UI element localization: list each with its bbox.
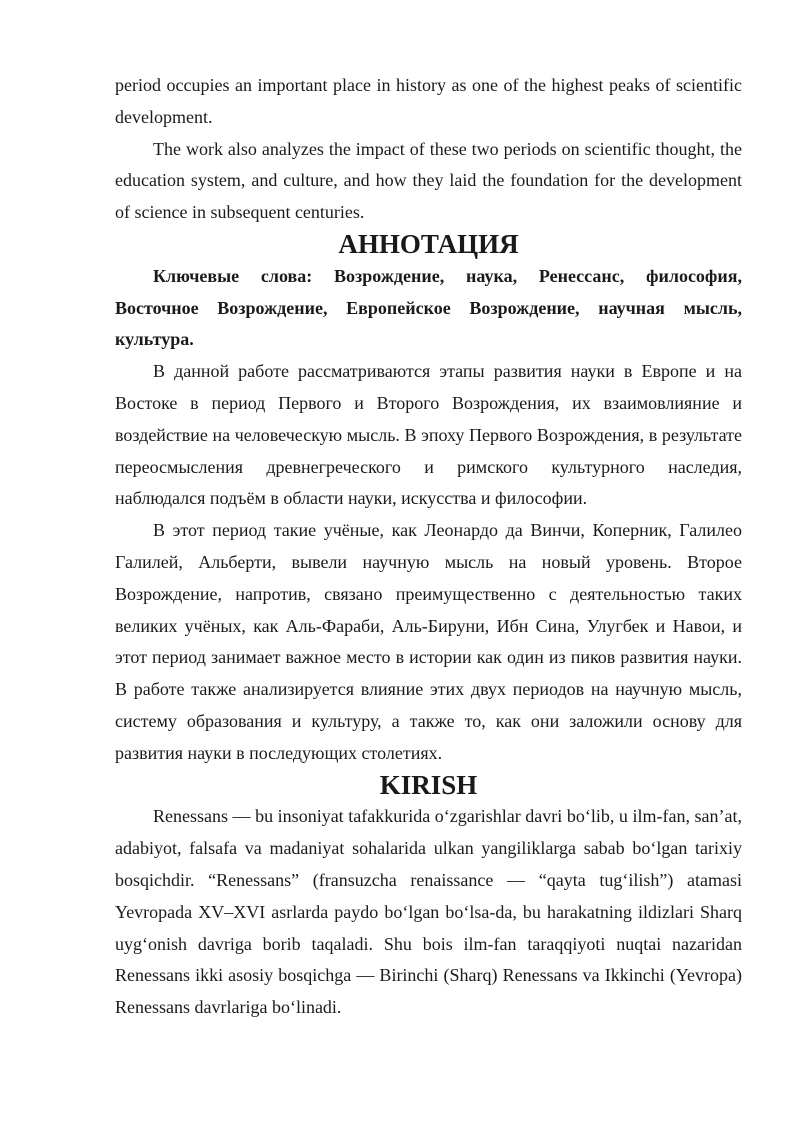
paragraph-en-continuation: period occupies an important place in history as one of the highest peaks of scientific development. — [115, 75, 742, 127]
kirish-heading: KIRISH — [379, 769, 478, 800]
annotation-paragraph-1: В данной работе рассматриваются этапы развития науки в Европе и на Востоке в период Первого и Второго Возрождения, их взаимовлияние и воздействие на человеческую мысль. В эпоху Первого Возрождения, в результате переосмысления древнегреческого и римского культурного наследия, наблюдался подъём в области науки, искусства и философии. — [115, 361, 742, 509]
paragraph-en-analysis: The work also analyzes the impact of these two periods on scientific thought, the education system, and culture, and how they laid the foundation for the development of science in subsequent centuries. — [115, 138, 742, 223]
annotation-keywords: Ключевые слова: Возрождение, наука, Ренессанс, философия, Восточное Возрождение, Европейское Возрождение, научная мысль, культура. — [115, 265, 742, 350]
kirish-paragraph-1: Renessans — bu insoniyat tafakkurida o‘zgarishlar davri bo‘lib, u ilm-fan, san’at, adabiyot, falsafa va madaniyat sohalarida ulkan yangiliklarga sabab bo‘lgan tarixiy bosqichdir. “Renessans” (fransuzcha renaissance — “qayta tug‘ilish”) atamasi Yevropada XV–XVI asrlarda paydo bo‘lgan bo‘lsa-da, bu harakatning ildizlari Sharq uyg‘onish davriga borib taqaladi. Shu bois ilm-fan taraqqiyoti nuqtai nazaridan Renessans ikki asosiy bosqichga — Birinchi (Sharq) Renessans va Ikkinchi (Yevropa) Renessans davrlariga bo‘linadi. — [115, 806, 742, 1018]
annotation-heading: АННОТАЦИЯ — [338, 228, 519, 259]
document-page — [115, 70, 742, 1024]
annotation-paragraph-2: В этот период такие учёные, как Леонардо да Винчи, Коперник, Галилео Галилей, Альберти, вывели научную мысль на новый уровень. Второе Возрождение, напротив, связано преимущественно с деятельностью таких великих учёных, как Аль-Фараби, Аль-Бируни, Ибн Сина, Улугбек и Навои, и этот период занимает важное место в истории как один из пиков развития науки. В работе также анализируется влияние этих двух периодов на научную мысль, систему образования и культуру, а также то, как они заложили основу для развития науки в последующих столетиях. — [115, 520, 742, 763]
